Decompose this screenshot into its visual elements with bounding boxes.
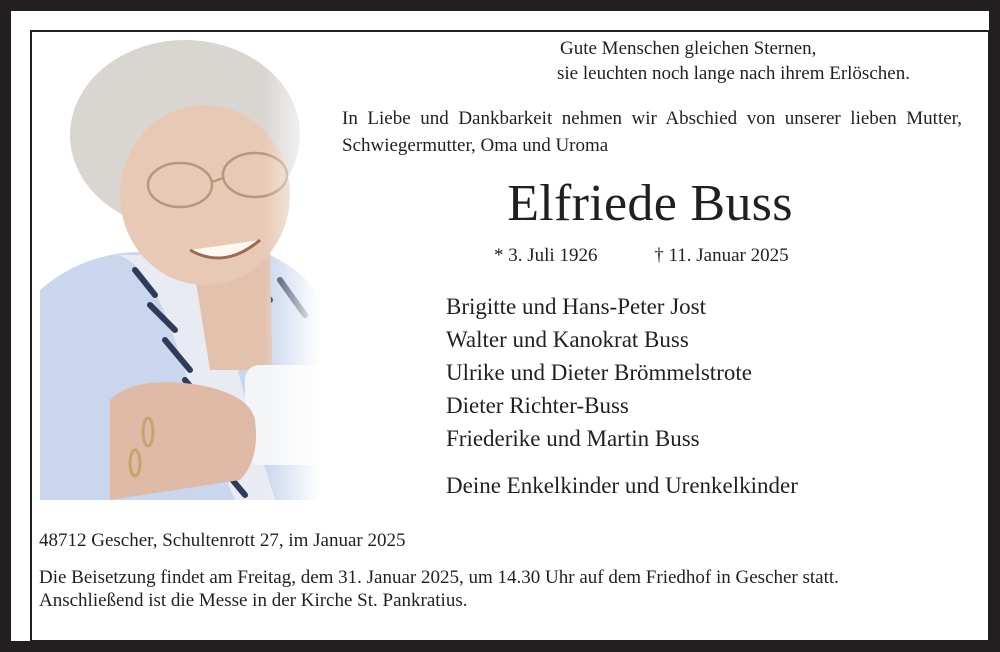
family-list bbox=[446, 290, 752, 455]
portrait-photo bbox=[40, 40, 320, 500]
memorial-quote bbox=[557, 36, 910, 86]
family-member: Brigitte und Hans-Peter Jost bbox=[446, 294, 706, 319]
funeral-line-1: Die Beisetzung findet am Freitag, dem 31. Januar 2025, um 14.30 Uhr auf dem Friedhof in Gescher statt. bbox=[39, 567, 839, 588]
life-dates bbox=[494, 243, 789, 269]
family-member: Dieter Richter-Buss bbox=[446, 393, 629, 418]
farewell-intro: In Liebe und Dankbarkeit nehmen wir Abschied von unserer lieben Mutter, Schwiegermutter, Oma und Uroma bbox=[342, 108, 962, 156]
quote-line-1: Gute Menschen gleichen Sternen, bbox=[560, 38, 817, 59]
grandchildren-line: Deine Enkelkinder und Urenkelkinder bbox=[446, 473, 798, 498]
place-and-date: 48712 Gescher, Schultenrott 27, im Januar 2025 bbox=[39, 530, 406, 551]
quote-line-2: sie leuchten noch lange nach ihrem Erlöschen. bbox=[557, 63, 910, 84]
funeral-line-2: Anschließend ist die Messe in der Kirche St. Pankratius. bbox=[39, 590, 468, 611]
family-member: Ulrike und Dieter Brömmelstrote bbox=[446, 360, 752, 385]
deceased-name: Elfriede Buss bbox=[507, 175, 793, 232]
funeral-info bbox=[39, 566, 839, 612]
birth-date: * 3. Juli 1926 bbox=[494, 245, 598, 266]
family-member: Friederike und Martin Buss bbox=[446, 426, 700, 451]
family-member: Walter und Kanokrat Buss bbox=[446, 327, 689, 352]
death-date: † 11. Januar 2025 bbox=[654, 245, 789, 266]
portrait-image bbox=[40, 40, 320, 500]
